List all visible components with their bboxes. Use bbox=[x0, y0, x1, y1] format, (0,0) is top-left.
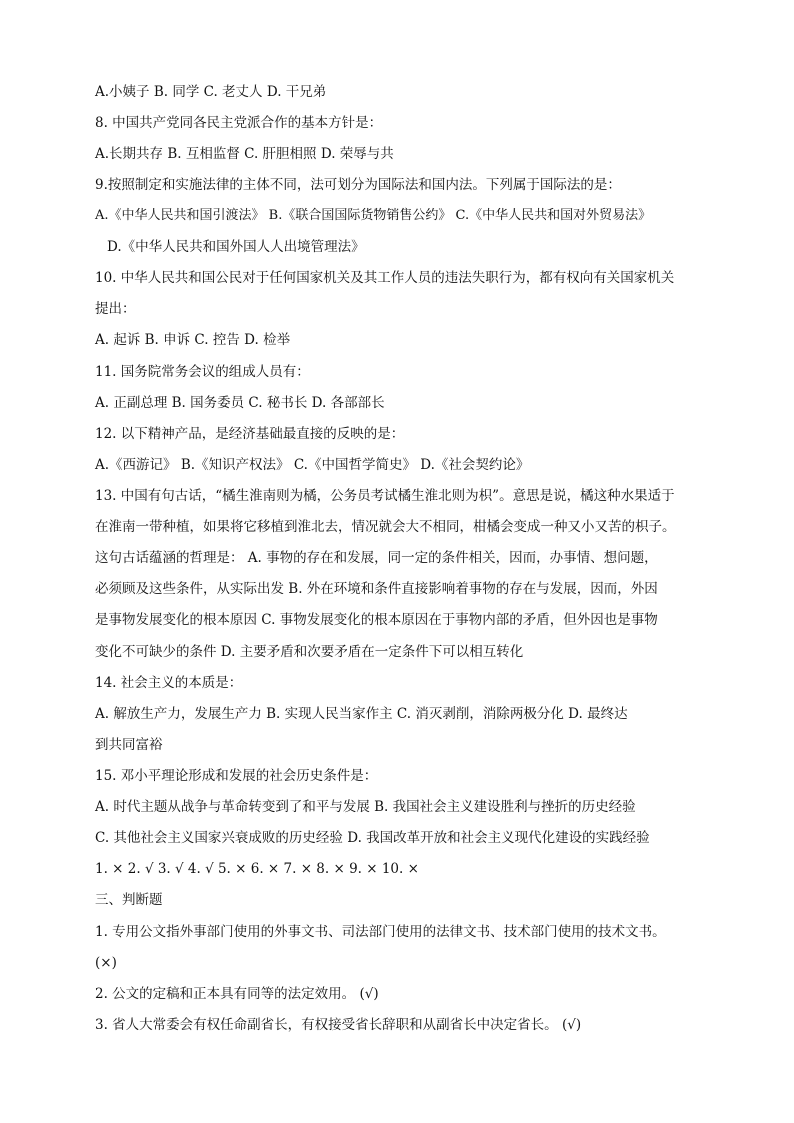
q13-text-line4: 必须顾及这些条件，从实际出发 B. 外在环境和条件直接影响着事物的存在与发展，因而，外因 bbox=[95, 581, 658, 597]
judgment-2: 2. 公文的定稿和正本具有同等的法定效用。 (√) bbox=[95, 986, 379, 1002]
q9-question: 9.按照制定和实施法律的主体不同，法可划分为国际法和国内法。下列属于国际法的是： bbox=[95, 177, 621, 193]
q10-options: A. 起诉 B. 申诉 C. 控告 D. 检举 bbox=[95, 332, 291, 348]
judgment-1-line1: 1. 专用公文指外事部门使用的外事文书、司法部门使用的法律文书、技术部门使用的技术文书。 bbox=[95, 924, 666, 940]
q14-options-line2: 到共同富裕 bbox=[95, 737, 163, 753]
q8-question: 8. 中国共产党同各民主党派合作的基本方针是： bbox=[95, 115, 383, 131]
q14-question: 14. 社会主义的本质是： bbox=[95, 675, 243, 691]
q13-text-line6: 变化不可缺少的条件 D. 主要矛盾和次要矛盾在一定条件下可以相互转化 bbox=[95, 644, 524, 660]
q14-options-line1: A. 解放生产力，发展生产力 B. 实现人民当家作主 C. 消灭剥削，消除两极分化 D. 最终达 bbox=[95, 706, 628, 722]
q13-text-line2: 在淮南一带种植，如果将它移植到淮北去，情况就会大不相同，柑橘会变成一种又小又苦的枳子。 bbox=[95, 519, 676, 535]
judgment-1-line2: (×) bbox=[95, 955, 117, 971]
q8-options: A.长期共存 B. 互相监督 C. 肝胆相照 D. 荣辱与共 bbox=[95, 146, 394, 162]
section-heading: 三、判断题 bbox=[95, 892, 163, 908]
q15-question: 15. 邓小平理论形成和发展的社会历史条件是： bbox=[95, 768, 378, 784]
q9-options-line1: A.《中华人民共和国引渡法》 B.《联合国国际货物销售公约》 C.《中华人民共和国对外贸易法》 bbox=[95, 208, 652, 223]
judgment-3: 3. 省人大常委会有权任命副省长，有权接受省长辞职和从副省长中决定省长。 (√) bbox=[95, 1017, 582, 1033]
q13-text-line1: 13. 中国有句古话，“橘生淮南则为橘，公务员考试橘生淮北则为枳”。意思是说，橘这种水果适于 bbox=[95, 488, 675, 504]
q10-question-line1: 10. 中华人民共和国公民对于任何国家机关及其工作人员的违法失职行为，都有权向有关国家机关 bbox=[95, 270, 675, 286]
answer-key: 1. × 2. √ 3. √ 4. √ 5. × 6. × 7. × 8. × 9. × 10. × bbox=[95, 861, 419, 877]
q12-options: A.《西游记》 B.《知识产权法》 C.《中国哲学简史》 D.《社会契约论》 bbox=[95, 457, 530, 473]
q13-text-line3: 这句古话蕴涵的哲理是： A. 事物的存在和发展，同一定的条件相关，因而，办事情、想问题， bbox=[95, 550, 658, 566]
q9-options-line2: D.《中华人民共和国外国人人出境管理法》 bbox=[107, 239, 365, 255]
q11-options: A. 正副总理 B. 国务委员 C. 秘书长 D. 各部部长 bbox=[95, 395, 385, 411]
q12-question: 12. 以下精神产品，是经济基础最直接的反映的是： bbox=[95, 426, 405, 442]
q15-options-line1: A. 时代主题从战争与革命转变到了和平与发展 B. 我国社会主义建设胜利与挫折的历史经验 bbox=[95, 799, 636, 815]
q10-question-line2: 提出： bbox=[95, 301, 136, 317]
q11-question: 11. 国务院常务会议的组成人员有： bbox=[95, 364, 310, 380]
q15-options-line2: C. 其他社会主义国家兴衰成败的历史经验 D. 我国改革开放和社会主义现代化建设的实践经验 bbox=[95, 830, 650, 846]
q13-text-line5: 是事物发展变化的根本原因 C. 事物发展变化的根本原因在于事物内部的矛盾，但外因也是事物 bbox=[95, 612, 658, 628]
q7-options: A.小姨子 B. 同学 C. 老丈人 D. 干兄弟 bbox=[95, 84, 327, 100]
